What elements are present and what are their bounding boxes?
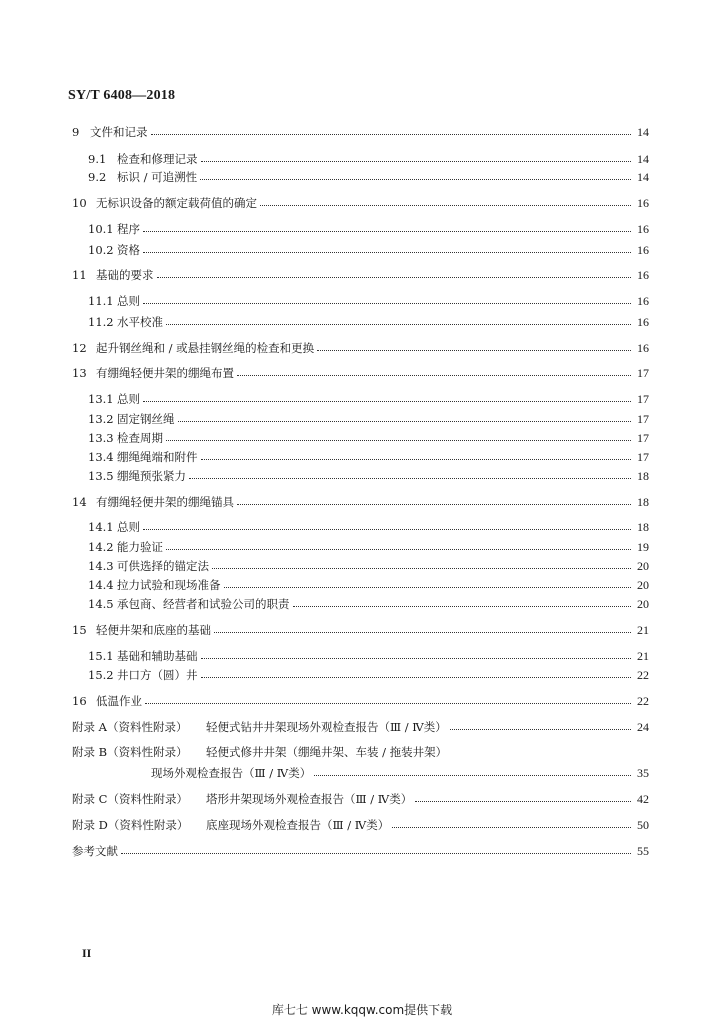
leader-dots	[237, 375, 631, 376]
toc-entry-title: 拉力试验和现场准备	[117, 576, 224, 594]
toc-entry	[0, 150, 724, 168]
leader-dots	[201, 459, 631, 460]
toc-entry-number: 附录 D（资料性附录）	[72, 818, 189, 832]
toc-entry-number: 14.3	[88, 559, 114, 573]
toc-entry-title: 水平校准	[117, 313, 166, 331]
toc-entry	[0, 816, 724, 834]
toc-entry	[0, 621, 724, 639]
leader-dots	[224, 587, 631, 588]
toc-entry-number: 10.2	[88, 243, 114, 257]
toc-entry-page: 16	[637, 341, 649, 355]
toc-entry-number: 9	[72, 125, 80, 139]
toc-entry-title: 无标识设备的额定载荷值的确定	[96, 194, 260, 212]
leader-dots	[151, 134, 631, 135]
toc-entry-page: 16	[637, 222, 649, 236]
leader-dots	[166, 549, 631, 550]
leader-dots	[143, 231, 631, 232]
toc-entry-page: 17	[637, 392, 649, 406]
leader-dots	[450, 729, 631, 730]
toc-entry-number: 14	[72, 495, 87, 509]
toc-entry-page: 35	[637, 766, 649, 780]
toc-entry-page: 14	[637, 125, 649, 139]
toc-entry	[0, 410, 724, 428]
toc-entry-number: 附录 A（资料性附录）	[72, 720, 188, 734]
toc-entry	[0, 790, 724, 808]
page-folio: II	[82, 946, 92, 960]
leader-dots	[143, 401, 631, 402]
toc-entry-number: 14.2	[88, 540, 114, 554]
toc-entry	[0, 842, 724, 860]
toc-entry-number: 15.1	[88, 649, 114, 663]
toc-entry-page: 20	[637, 578, 649, 592]
toc-entry-number: 12	[72, 341, 87, 355]
toc-entry-number: 10	[72, 196, 87, 210]
toc-entry-number: 15.2	[88, 668, 114, 682]
leader-dots	[143, 529, 631, 530]
leader-dots	[178, 421, 631, 422]
toc-entry-title: 基础和辅助基础	[117, 647, 201, 665]
toc-entry	[0, 448, 724, 466]
toc-entry	[0, 467, 724, 485]
toc-entry-number: 11	[72, 268, 87, 282]
toc-entry-page: 17	[637, 366, 649, 380]
toc-entry-page: 17	[637, 450, 649, 464]
leader-dots	[201, 658, 631, 659]
leader-dots	[201, 677, 631, 678]
toc-entry-title: 塔形井架现场外观检查报告（Ⅲ / Ⅳ类）	[206, 790, 415, 808]
toc-entry-number: 14.4	[88, 578, 114, 592]
toc-entry-number: 13.4	[88, 450, 114, 464]
toc-entry	[0, 364, 724, 382]
leader-dots	[143, 303, 631, 304]
toc-entry-title: 轻便井架和底座的基础	[96, 621, 214, 639]
toc-entry-title: 有绷绳轻便井架的绷绳锚具	[96, 493, 237, 511]
toc-entry-title: 起升钢丝绳和 / 或悬挂钢丝绳的检查和更换	[96, 339, 317, 357]
toc-entry	[0, 390, 724, 408]
toc-entry-page: 17	[637, 431, 649, 445]
toc-entry	[0, 647, 724, 665]
toc-entry-title: 绷绳预张紧力	[117, 467, 189, 485]
leader-dots	[143, 252, 631, 253]
toc-entry	[0, 493, 724, 511]
leader-dots	[189, 478, 631, 479]
toc-entry-number: 13	[72, 366, 87, 380]
toc-entry-title: 轻便式钻井井架现场外观检查报告（Ⅲ / Ⅳ类）	[206, 718, 450, 736]
leader-dots	[317, 350, 631, 351]
toc-entry-title: 绷绳绳端和附件	[117, 448, 201, 466]
leader-dots	[392, 827, 631, 828]
leader-dots	[157, 277, 631, 278]
toc-entry	[0, 168, 724, 186]
toc-entry-page: 16	[637, 268, 649, 282]
leader-dots	[201, 161, 631, 162]
toc-entry-number: 14.5	[88, 597, 114, 611]
toc-entry-page: 55	[637, 844, 649, 858]
toc-entry-title: 承包商、经营者和试验公司的职责	[117, 595, 293, 613]
toc-entry-title: 轻便式修井井架（绷绳井架、车装 / 拖装井架）	[206, 743, 450, 761]
toc-entry-page: 20	[637, 559, 649, 573]
toc-entry-page: 22	[637, 668, 649, 682]
leader-dots	[200, 179, 631, 180]
toc-entry-page: 18	[637, 469, 649, 483]
toc-entry-title: 固定钢丝绳	[117, 410, 178, 428]
toc-entry-number: 附录 B（资料性附录）	[72, 745, 188, 759]
toc-entry-title: 参考文献	[72, 842, 121, 860]
toc-entry-title: 标识 / 可追溯性	[117, 168, 200, 186]
leader-dots	[212, 568, 631, 569]
toc-entry-page: 21	[637, 623, 649, 637]
toc-entry-page: 14	[637, 170, 649, 184]
toc-entry-page: 21	[637, 649, 649, 663]
toc-entry-page: 16	[637, 196, 649, 210]
leader-dots	[121, 853, 631, 854]
toc-entry-number: 16	[72, 694, 87, 708]
toc-entry	[0, 220, 724, 238]
toc-entry-page: 22	[637, 694, 649, 708]
toc-entry-title-continued: 现场外观检查报告（Ⅲ / Ⅳ类）	[151, 764, 314, 782]
toc-entry-page: 50	[637, 818, 649, 832]
toc-entry-page: 16	[637, 243, 649, 257]
leader-dots	[237, 504, 631, 505]
toc-entry-title: 资格	[117, 241, 143, 259]
toc-entry-continuation	[0, 764, 724, 782]
toc-entry-page: 18	[637, 520, 649, 534]
toc-entry-page: 20	[637, 597, 649, 611]
toc-entry-title: 检查周期	[117, 429, 166, 447]
toc-entry-title: 能力验证	[117, 538, 166, 556]
toc-entry	[0, 266, 724, 284]
toc-entry	[0, 518, 724, 536]
toc-entry-number: 14.1	[88, 520, 114, 534]
toc-entry-title: 检查和修理记录	[117, 150, 201, 168]
toc-entry-page: 16	[637, 315, 649, 329]
toc-entry-number: 11.1	[88, 294, 114, 308]
toc-entry-title: 总则	[117, 292, 143, 310]
toc-entry-title: 文件和记录	[90, 123, 151, 141]
toc-entry-page: 19	[637, 540, 649, 554]
toc-entry-title: 有绷绳轻便井架的绷绳布置	[96, 364, 237, 382]
toc-entry-title: 底座现场外观检查报告（Ⅲ / Ⅳ类）	[206, 816, 392, 834]
toc-entry-page: 42	[637, 792, 649, 806]
leader-dots	[415, 801, 631, 802]
toc-entry	[0, 595, 724, 613]
toc-entry-page: 24	[637, 720, 649, 734]
toc-entry-number: 15	[72, 623, 87, 637]
document-code: SY/T 6408—2018	[68, 88, 176, 103]
toc-entry-title: 基础的要求	[96, 266, 157, 284]
toc-entry-page: 16	[637, 294, 649, 308]
toc-entry	[0, 123, 724, 141]
toc-entry	[0, 292, 724, 310]
toc-entry-number: 9.1	[88, 152, 107, 166]
toc-entry	[0, 194, 724, 212]
toc-entry-page: 18	[637, 495, 649, 509]
toc-entry-number: 附录 C（资料性附录）	[72, 792, 188, 806]
toc-entry	[0, 743, 724, 761]
toc-entry-title: 可供选择的锚定法	[117, 557, 212, 575]
toc-entry-number: 9.2	[88, 170, 107, 184]
toc-entry-number: 13.2	[88, 412, 114, 426]
toc-entry	[0, 241, 724, 259]
toc-entry	[0, 557, 724, 575]
toc-entry	[0, 429, 724, 447]
toc-entry	[0, 339, 724, 357]
toc-entry-number: 13.3	[88, 431, 114, 445]
toc-entry-number: 13.1	[88, 392, 114, 406]
toc-entry-page: 14	[637, 152, 649, 166]
leader-dots	[166, 324, 631, 325]
toc-entry-number: 13.5	[88, 469, 114, 483]
leader-dots	[260, 205, 631, 206]
toc-entry-page: 17	[637, 412, 649, 426]
toc-entry-title: 低温作业	[96, 692, 145, 710]
leader-dots	[314, 775, 631, 776]
toc-entry-number: 10.1	[88, 222, 114, 236]
toc-entry	[0, 576, 724, 594]
toc-entry	[0, 538, 724, 556]
leader-dots	[214, 632, 631, 633]
download-footer: 库七七 www.kqqw.com提供下载	[271, 1003, 453, 1017]
leader-dots	[145, 703, 631, 704]
toc-entry-number: 11.2	[88, 315, 114, 329]
leader-dots	[166, 440, 631, 441]
toc-entry-title: 程序	[117, 220, 143, 238]
toc-entry	[0, 666, 724, 684]
toc-entry	[0, 313, 724, 331]
toc-entry	[0, 692, 724, 710]
toc-entry-title: 总则	[117, 518, 143, 536]
leader-dots	[293, 606, 631, 607]
toc-entry-title: 井口方（圆）井	[117, 666, 201, 684]
toc-entry-title: 总则	[117, 390, 143, 408]
toc-entry	[0, 718, 724, 736]
